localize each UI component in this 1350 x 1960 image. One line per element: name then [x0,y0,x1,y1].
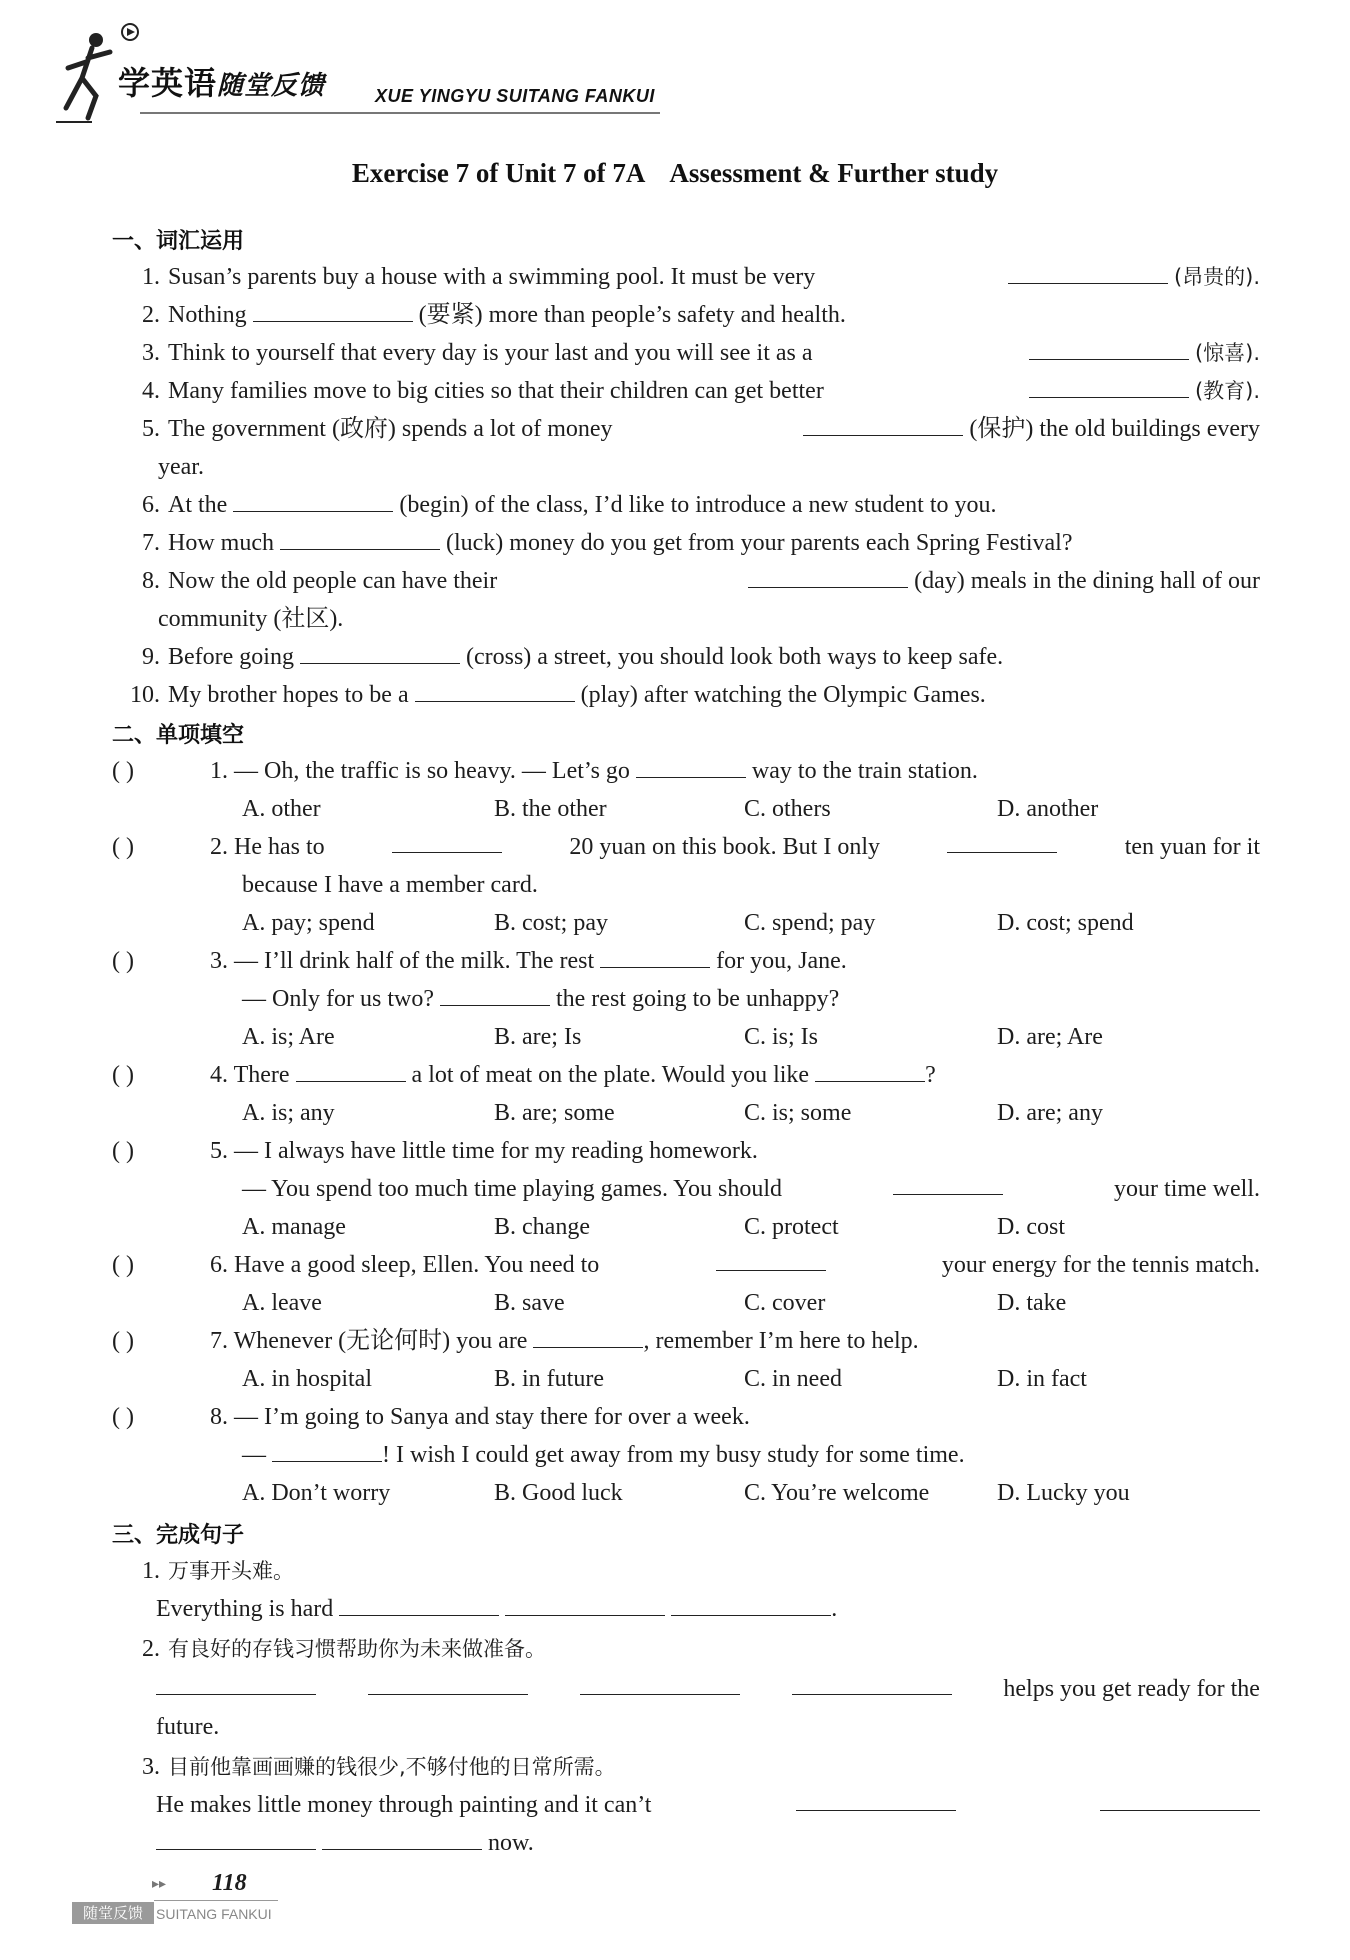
answer-blank [636,757,746,778]
mc-question-4: 4. There a lot of meat on the plate. Would you like ? [210,1062,936,1088]
sentence-item-3-en: He makes little money through painting and it can’t [156,1790,1260,1820]
section-heading-multiple-choice: 二、单项填空 [112,723,245,748]
option-d[interactable]: D. are; any [997,1100,1103,1126]
sentence-item-1-zh: 1. 万事开头难。 [142,1558,294,1584]
answer-blank[interactable] [792,1674,952,1695]
answer-blank[interactable] [1029,339,1189,360]
option-c[interactable]: C. protect [744,1214,839,1240]
section-heading-complete-sentences: 三、完成句子 [112,1523,245,1548]
answer-paren[interactable]: ( ) [112,834,134,860]
sentence-item-3-en-cont: now. [156,1828,1260,1858]
mc-question-6: 6. Have a good sleep, Ellen. You need to your energy for the tennis match. [210,1252,1260,1278]
vocab-item-5-cont: year. [158,454,204,480]
mc-question-5-line2: — You spend too much time playing games. You should your time well. [242,1176,1260,1202]
answer-blank[interactable] [280,529,440,550]
answer-paren[interactable]: ( ) [112,758,134,784]
answer-blank[interactable] [580,1674,740,1695]
option-b[interactable]: B. save [494,1290,565,1316]
answer-paren[interactable]: ( ) [112,1328,134,1354]
option-a[interactable]: A. leave [242,1290,322,1316]
option-d[interactable]: D. another [997,796,1099,822]
sentence-item-1-en: Everything is hard . [156,1596,838,1622]
option-a[interactable]: A. is; Are [242,1024,335,1050]
vocab-item-10: 10. My brother hopes to be a (play) after watching the Olympic Games. [130,682,986,708]
vocab-item-2: 2. Nothing (要紧) more than people’s safety and health. [142,302,846,328]
option-c[interactable]: C. others [744,796,831,822]
vocab-item-8: 8. Now the old people can have their (day) meals in the dining hall of our [142,568,1260,594]
answer-paren[interactable]: ( ) [112,1062,134,1088]
answer-blank [893,1174,1003,1195]
vocab-item-8-cont: community (社区). [158,606,344,632]
vocab-item-3: 3. Think to yourself that every day is your last and you will see it as a (惊喜). [142,340,1260,366]
answer-blank [815,1061,925,1082]
option-d[interactable]: D. cost; spend [997,910,1134,936]
option-d[interactable]: D. Lucky you [997,1480,1130,1506]
vocab-item-6: 6. At the (begin) of the class, I’d like to introduce a new student to you. [142,492,997,518]
answer-blank[interactable] [748,567,908,588]
answer-paren[interactable]: ( ) [112,1138,134,1164]
footer-label-en: SUITANG FANKUI [156,1906,272,1922]
mc-question-5: 5. — I always have little time for my reading homework. [210,1138,758,1164]
header-pinyin: XUE YINGYU SUITANG FANKUI [375,86,655,106]
vocab-item-7: 7. How much (luck) money do you get from your parents each Spring Festival? [142,530,1073,556]
page-title: Exercise 7 of Unit 7 of 7A Assessment & Further study [351,158,999,188]
option-c[interactable]: C. You’re welcome [744,1480,930,1506]
mc-question-3: 3. — I’ll drink half of the milk. The rest for you, Jane. [210,948,847,974]
answer-paren[interactable]: ( ) [112,1252,134,1278]
answer-blank[interactable] [415,681,575,702]
sentence-item-2-zh: 2. 有良好的存钱习惯帮助你为未来做准备。 [142,1636,546,1662]
mc-question-3-line2: — Only for us two? the rest going to be unhappy? [242,986,840,1012]
sentence-item-3-zh: 3. 目前他靠画画赚的钱很少,不够付他的日常所需。 [142,1754,616,1780]
option-a[interactable]: A. is; any [242,1100,335,1126]
answer-blank [392,832,502,853]
answer-blank [947,832,1057,853]
section-heading-vocabulary: 一、词汇运用 [112,229,245,254]
answer-blank[interactable] [300,643,460,664]
answer-blank[interactable] [368,1674,528,1695]
option-a[interactable]: A. manage [242,1214,346,1240]
answer-blank [296,1061,406,1082]
vocab-item-5: 5. The government (政府) spends a lot of money (保护) the old buildings every [142,416,1260,442]
option-d[interactable]: D. in fact [997,1366,1087,1392]
mc-question-7: 7. Whenever (无论何时) you are , remember I’m here to help. [210,1328,919,1354]
answer-blank[interactable] [339,1595,499,1616]
answer-paren[interactable]: ( ) [112,1404,134,1430]
option-b[interactable]: B. the other [494,796,607,822]
answer-blank[interactable] [1008,263,1168,284]
answer-blank [716,1250,826,1271]
option-c[interactable]: C. is; some [744,1100,852,1126]
option-a[interactable]: A. Don’t worry [242,1480,391,1506]
answer-blank [600,947,710,968]
answer-blank [440,985,550,1006]
option-a[interactable]: A. other [242,796,321,822]
answer-blank[interactable] [156,1829,316,1850]
option-d[interactable]: D. cost [997,1214,1065,1240]
option-c[interactable]: C. cover [744,1290,826,1316]
option-b[interactable]: B. are; some [494,1100,615,1126]
answer-blank[interactable] [322,1829,482,1850]
mc-question-8: 8. — I’m going to Sanya and stay there for over a week. [210,1404,750,1430]
option-b[interactable]: B. cost; pay [494,910,608,936]
option-b[interactable]: B. Good luck [494,1480,623,1506]
option-b[interactable]: B. are; Is [494,1024,582,1050]
option-a[interactable]: A. pay; spend [242,910,375,936]
answer-blank[interactable] [803,415,963,436]
answer-blank[interactable] [233,491,393,512]
answer-paren[interactable]: ( ) [112,948,134,974]
vocab-item-4: 4. Many families move to big cities so that their children can get better (教育). [142,378,1260,404]
sentence-item-2-en: helps you get ready for the [156,1674,1260,1704]
header-divider [140,112,660,114]
mc-question-1: 1. — Oh, the traffic is so heavy. — Let’s go way to the train station. [210,758,978,784]
answer-blank [272,1441,382,1462]
option-b[interactable]: B. change [494,1214,590,1240]
vocab-item-9: 9. Before going (cross) a street, you should look both ways to keep safe. [142,644,1004,670]
answer-blank[interactable] [253,301,413,322]
option-b[interactable]: B. in future [494,1366,604,1392]
option-d[interactable]: D. take [997,1290,1067,1316]
option-c[interactable]: C. in need [744,1366,842,1392]
answer-blank[interactable] [796,1790,956,1811]
sentence-item-2-en-cont: future. [156,1714,220,1740]
header-title: 学英语随堂反馈 [118,64,326,102]
answer-blank[interactable] [671,1595,831,1616]
mc-question-2-cont: because I have a member card. [242,872,538,898]
answer-blank[interactable] [505,1595,665,1616]
footer-divider [154,1900,278,1901]
option-c[interactable]: C. is; Is [744,1024,819,1050]
double-arrow-icon: ▸▸ [152,1876,167,1892]
mc-question-2: 2. He has to 20 yuan on this book. But I only ten yuan for it [210,834,1260,860]
answer-blank[interactable] [156,1674,316,1695]
answer-blank [533,1327,643,1348]
footer-label: 随堂反馈 [72,1902,154,1924]
answer-blank[interactable] [1029,377,1189,398]
page-number: 118 [212,1870,247,1896]
mc-question-8-line2: — ! I wish I could get away from my busy study for some time. [242,1442,965,1468]
option-c[interactable]: C. spend; pay [744,910,876,936]
vocab-item-1: 1. Susan’s parents buy a house with a swimming pool. It must be very (昂贵的). [142,264,1260,290]
option-a[interactable]: A. in hospital [242,1366,372,1392]
option-d[interactable]: D. are; Are [997,1024,1103,1050]
answer-blank[interactable] [1100,1790,1260,1811]
